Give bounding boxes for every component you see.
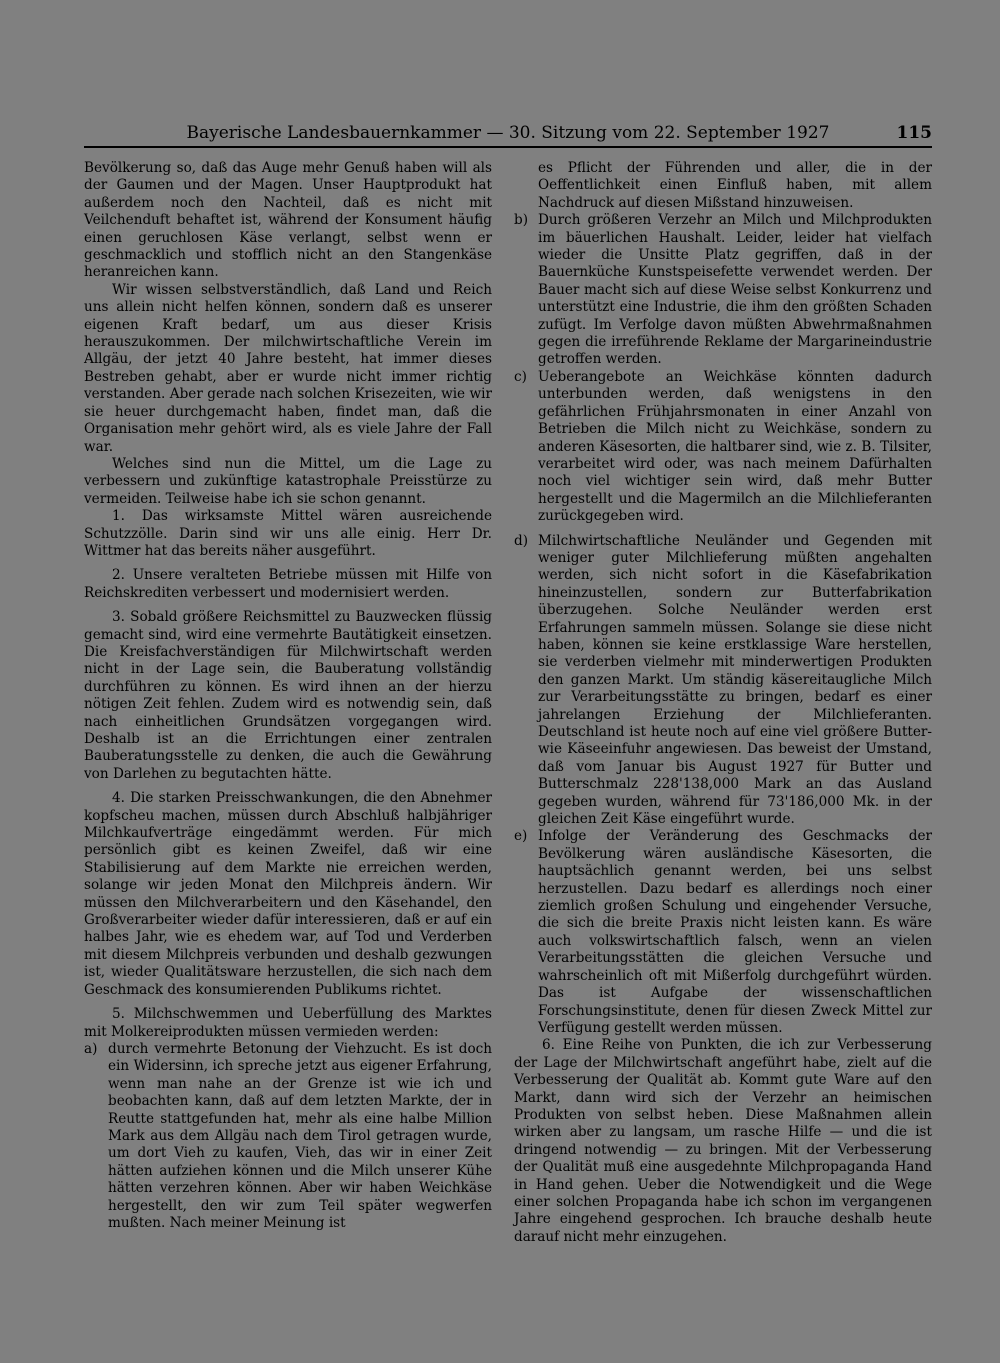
list-item-text: Infolge der Veränderung des Geschmacks der Bevölkerung wären ausländische Käsesorten, die hauptsächlich genannt werden, bei uns selbst herzustellen. Dazu bedarf es allerdings noch einer ziemlich großen Schulung und eingehender Versuche, die sich die breite Praxis nicht leisten kann. Es wäre auch volkswirtschaftlich falsch, wenn an vielen Verarbeitungsstätten die gleichen Versuche und wahrscheinlich oft mit Mißerfolg durchgeführt würden. Das ist Aufgabe der wissenschaftlichen Forschungsinstitute, denen für diesen Zweck Mittel zur Verfügung gestellt werden müssen. [538,828,932,1036]
header-title: Bayerische Landesbauernkammer — 30. Sitzung vom 22. September 1927 [186,123,830,143]
list-item-d [514,533,932,829]
list-item-label: e) [514,828,528,845]
list-item-text: Milchwirtschaftliche Neuländer und Gegenden mit weniger guter Milchlieferung müßten angehalten werden, sich nicht sofort in die Käsefabrikation hineinzustellen, sondern zur Butterfabrikation überzugehen. Solche Neuländer werden erst Erfahrungen sammeln müssen. Solange sie diese nicht haben, können sie keine erstklassige Ware herstellen, sie verderben vielmehr mit minderwertigen Produkten den ganzen Markt. Um ständig käsereitaugliche Milch zur Verarbeitungsstätte zu bringen, bedarf es einer jahrelangen Erziehung der Milchlieferanten. Deutschland ist heute noch auf eine viel größere Butter- wie Käseeinfuhr angewiesen. Das beweist der Umstand, daß vom Januar bis August 1927 für Butter und Butterschmalz 228'138,000 Mark an das Ausland gegeben wurden, während für 73'186,000 Mk. in der gleichen Zeit Käse eingeführt wurde. [538,532,932,828]
numbered-paragraph-1: 1. Das wirksamste Mittel wären ausreichende Schutzzölle. Darin sind wir uns alle einig. Herr Dr. Wittmer hat das bereits näher ausgeführt. [84,508,492,559]
list-item-label: c) [514,368,527,385]
numbered-paragraph-3: 3. Sobald größere Reichsmittel zu Bauzwecken flüssig gemacht sind, wird eine vermehrte Bautätigkeit einsetzen. Die Kreisfachverständigen für Milchwirtschaft werden nicht in der Lage sein, die Bauberatung vollständig durchführen zu können. Es wird ihnen an der hierzu nötigen Zeit fehlen. Zudem wird es notwendig sein, daß nach einheitlichen Grundsätzen vorgegangen wird. Deshalb ist an die Errichtungen einer zentralen Bauberatungsstelle zu denken, die auch die Gewährung von Darlehen zu begutachten hätte. [84,609,492,782]
list-item-label: a) [84,1040,98,1057]
right-column [514,160,932,1246]
list-item-text: es Pflicht der Führenden und aller, die in der Oeffentlichkeit einen Einfluß haben, mit allem Nachdruck auf diesen Mißstand hinzuweisen. [538,160,932,211]
list-item-c [514,369,932,526]
list-item-label: d) [514,532,529,549]
paragraph: Bevölkerung so, daß das Auge mehr Genuß haben will als der Gaumen und der Magen. Unser Hauptprodukt hat außerdem noch den Nachteil, daß es nicht mit Veilchenduft behaftet ist, während der Konsument häufig einen geruchlosen Käse verlangt, selbst wenn er geschmacklich und stofflich nicht an den Stangenkäse heranreichen kann. [84,160,492,281]
numbered-paragraph-2: 2. Unsere veralteten Betriebe müssen mit Hilfe von Reichskrediten verbessert und modernisiert werden. [84,567,492,601]
header-rule [84,146,932,148]
list-item-e [514,828,932,1037]
page-number: 115 [896,123,932,143]
list-item-label: b) [514,212,529,229]
list-item-text: durch vermehrte Betonung der Viehzucht. Es ist doch ein Widersinn, ich spreche jetzt aus eigener Erfahrung, wenn man nahe an der Grenze ist wie ich und beobachten kann, daß auf dem letzten Markte, der in Reutte stattgefunden hat, mehr als eine halbe Million Mark aus dem Allgäu nach dem Tirol getragen wurde, um dort Vieh zu kaufen, Vieh, das wir in einer Zeit hätten aufziehen können und die Milch unserer Kühe hätten verzehren können. Aber wir haben Weichkäse hergestellt, den wir zum Teil später wegwerfen mußten. Nach meiner Meinung ist [108,1040,492,1231]
list-item-text: Ueberangebote an Weichkäse könnten dadurch unterbunden werden, daß wenigstens in den gefährlichen Frühjahrsmonaten in einer Anzahl von Betrieben die Milch nicht zu Weichkäse, sondern zu anderen Käsesorten, die haltbarer sind, wie z. B. Tilsiter, verarbeitet wird oder, was nach meinem Dafürhalten noch viel wichtiger sein wird, daß mehr Butter hergestellt und die Magermilch an die Milchlieferanten zurückgegeben wird. [538,368,932,525]
list-item-b [514,212,932,369]
numbered-paragraph-4: 4. Die starken Preisschwankungen, die den Abnehmer kopfscheu machen, müssen durch Abschluß halbjähriger Milchkaufverträge eingedämmt werden. Für mich persönlich gibt es keinen Zweifel, daß wir eine Stabilisierung auf dem Markte nie erreichen werden, solange wir jeden Monat den Milchpreis ändern. Wir müssen den Milchverarbeitern und den Käsehandel, den Großverarbeiter wieder dafür interessieren, daß er auf ein halbes Jahr, wie es ehedem war, auf Tod und Verderben mit diesem Milchpreis verbunden und deshalb gezwungen ist, wieder Qualitätsware herzustellen, die sich nach dem Geschmack des konsumierenden Publikums richtet. [84,790,492,998]
list-item-a-continued [514,160,932,212]
paragraph: Wir wissen selbstverständlich, daß Land und Reich uns allein nicht helfen können, sondern daß es unserer eigenen Kraft bedarf, um aus dieser Krisis herauszukommen. Der milchwirtschaftliche Verein im Allgäu, der jetzt 40 Jahre besteht, hat immer dieses Bestreben gehabt, aber er wurde nicht immer richtig verstanden. Aber gerade nach solchen Krisezeiten, wie wir sie heuer durchgemacht haben, findet man, daß die Organisation mehr gehört wird, als es viele Jahre der Fall war. [84,281,492,455]
numbered-paragraph-5: 5. Milchschwemmen und Ueberfüllung des Marktes mit Molkereiprodukten müssen vermieden werden: [84,1006,492,1040]
running-header [84,122,932,144]
left-column [84,160,492,1232]
numbered-paragraph-6: 6. Eine Reihe von Punkten, die ich zur Verbesserung der Lage der Milchwirtschaft angeführt habe, zielt auf die Verbesserung der Qualität ab. Kommt gute Ware auf den Markt, dann wird sich der Verzehr an heimischen Produkten von selbst heben. Diese Maßnahmen allein wirken aber zu langsam, um rasche Hilfe — und die ist dringend notwendig — zu bringen. Mit der Verbesserung der Qualität muß eine ausgedehnte Milchpropaganda Hand in Hand gehen. Ueber die Notwendigkeit und die Wege einer solchen Propaganda habe ich schon im vergangenen Jahre eingehend gesprochen. Ich brauche deshalb heute darauf nicht mehr einzugehen. [514,1037,932,1245]
list-item-a [84,1041,492,1232]
list-item-text: Durch größeren Verzehr an Milch und Milchprodukten im bäuerlichen Haushalt. Leider, leider hat vielfach wieder die Unsitte Platz gegriffen, daß in der Bauernküche Kunstspeisefette verwendet werden. Der Bauer macht sich auf diese Weise selbst Konkurrenz und unterstützt eine Industrie, die ihm den größten Schaden zufügt. Im Verfolge davon müßten Abwehrmaßnahmen gegen die irreführende Reklame der Margarineindustrie getroffen werden. [538,212,932,368]
paragraph: Welches sind nun die Mittel, um die Lage zu verbessern und zukünftige katastrophale Preisstürze zu vermeiden. Teilweise habe ich sie schon genannt. [84,455,492,507]
